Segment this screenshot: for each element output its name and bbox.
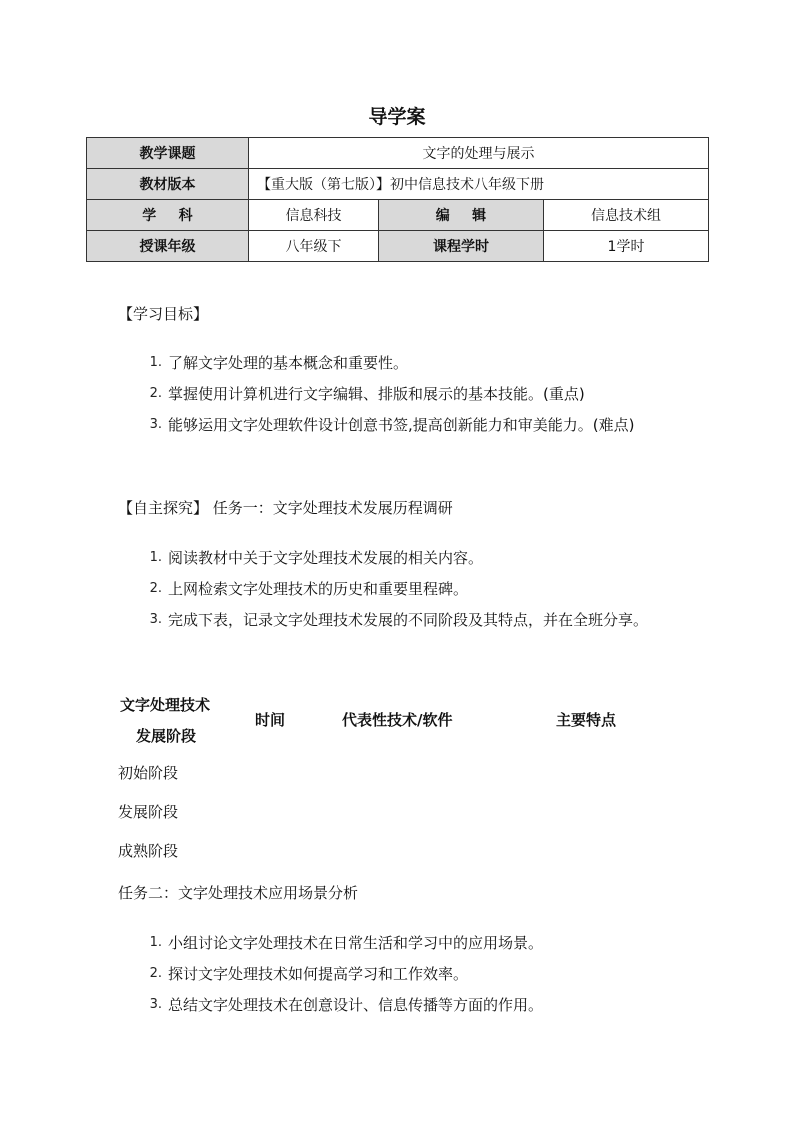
- textbook-value: 【重大版（第七版）】初中信息技术八年级下册: [249, 169, 709, 200]
- table-row: [87, 138, 709, 169]
- list-item: [118, 348, 688, 378]
- item-number: 2.: [149, 386, 162, 401]
- item-text: 掌握使用计算机进行文字编辑、排版和展示的基本技能。(重点): [168, 385, 585, 403]
- list-item: [118, 543, 688, 573]
- item-text: 上网检索文字处理技术的历史和重要里程碑。: [168, 580, 469, 598]
- item-text: 了解文字处理的基本概念和重要性。: [168, 354, 409, 372]
- header-features: 主要特点: [556, 711, 617, 729]
- item-number: 1.: [149, 550, 162, 565]
- header-tech: 文字处理技术: [120, 696, 211, 714]
- task2-list: [118, 928, 688, 1021]
- hours-label: 课程学时: [379, 231, 544, 262]
- table-row: [87, 231, 709, 262]
- stage-row-mature: 成熟阶段: [118, 842, 179, 860]
- objectives-list: [118, 348, 688, 441]
- list-item: [118, 990, 688, 1020]
- item-text: 完成下表，记录文字处理技术发展的不同阶段及其特点，并在全班分享。: [168, 611, 649, 629]
- item-text: 小组讨论文字处理技术在日常生活和学习中的应用场景。: [168, 934, 544, 952]
- table-row: [87, 200, 709, 231]
- item-number: 2.: [149, 581, 162, 596]
- page-title: 导学案: [368, 106, 426, 128]
- grade-label: 授课年级: [87, 231, 249, 262]
- list-item: [118, 605, 688, 635]
- list-item: [118, 574, 688, 604]
- item-text: 能够运用文字处理软件设计创意书签,提高创新能力和审美能力。(难点): [168, 416, 635, 434]
- list-item: [118, 928, 688, 958]
- task1-list: [118, 543, 688, 636]
- header-stage: 发展阶段: [136, 727, 197, 745]
- item-text: 阅读教材中关于文字处理技术发展的相关内容。: [168, 549, 484, 567]
- item-text: 探讨文字处理技术如何提高学习和工作效率。: [168, 965, 469, 983]
- list-item: [118, 410, 688, 440]
- header-time: 时间: [255, 711, 286, 729]
- list-item: [118, 379, 688, 409]
- item-number: 3.: [149, 417, 162, 432]
- item-number: 1.: [149, 355, 162, 370]
- table-row: [87, 169, 709, 200]
- header-software: 代表性技术/软件: [342, 711, 453, 729]
- objectives-heading: 【学习目标】: [118, 305, 209, 323]
- topic-label: 教学课题: [87, 138, 249, 169]
- hours-value: 1学时: [544, 231, 709, 262]
- item-number: 1.: [149, 935, 162, 950]
- textbook-label: 教材版本: [87, 169, 249, 200]
- item-number: 3.: [149, 612, 162, 627]
- editor-label: 编辑: [379, 200, 544, 231]
- item-text: 总结文字处理技术在创意设计、信息传播等方面的作用。: [168, 996, 544, 1014]
- editor-value: 信息技术组: [544, 200, 709, 231]
- stage-row-development: 发展阶段: [118, 803, 179, 821]
- topic-value: 文字的处理与展示: [249, 138, 709, 169]
- grade-value: 八年级下: [249, 231, 379, 262]
- task1-heading: 【自主探究】 任务一：文字处理技术发展历程调研: [118, 499, 453, 517]
- stage-table-header: [118, 690, 698, 754]
- stage-table: [118, 690, 698, 871]
- task2-heading: 任务二：文字处理技术应用场景分析: [118, 884, 359, 902]
- subject-value: 信息科技: [249, 200, 379, 231]
- list-item: [118, 959, 688, 989]
- lesson-info-table: [86, 137, 709, 262]
- item-number: 3.: [149, 997, 162, 1012]
- subject-label: 学科: [87, 200, 249, 231]
- stage-row-initial: 初始阶段: [118, 764, 179, 782]
- item-number: 2.: [149, 966, 162, 981]
